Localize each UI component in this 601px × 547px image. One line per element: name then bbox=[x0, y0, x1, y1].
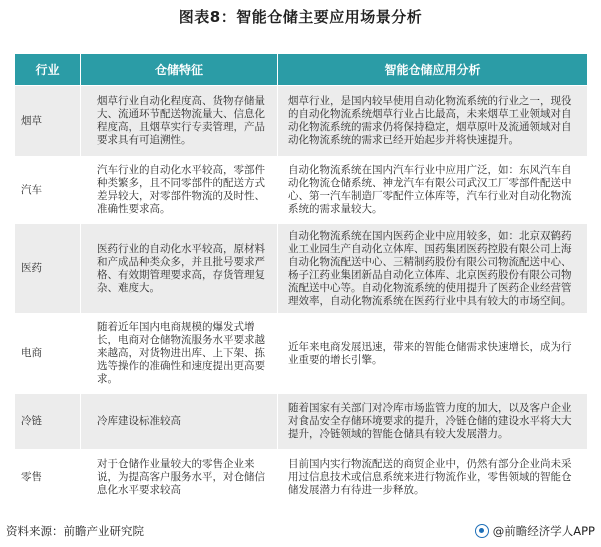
cell-feature: 冷库建设标准较高 bbox=[81, 394, 278, 450]
table-row bbox=[15, 224, 588, 314]
page-title: 图表8：智能仓储主要应用场景分析 bbox=[178, 8, 423, 26]
cell-feature: 对于仓储作业量较大的零售企业来说，为提高客户服务水平，对仓储信息化水平要求较高 bbox=[81, 450, 278, 506]
cell-industry: 冷链 bbox=[15, 394, 81, 450]
cell-industry: 电商 bbox=[15, 314, 81, 394]
header-industry: 行业 bbox=[15, 54, 81, 86]
table-row bbox=[15, 394, 588, 450]
brand-credit bbox=[475, 523, 595, 539]
cell-industry: 汽车 bbox=[15, 157, 81, 224]
cell-analysis: 自动化物流系统在国内医药企业中应用较多，如：北京双鹤药业工业园生产自动化立体库、国药集团医药控股有限公司上海自动化物流配送中心、三精制药股份有限公司物流配送中心、杨子江药业集团新品自动化立体库、北京医药股份有限公司物流配送中心等。自动化物流系统的使用提升了医药企业经营管理效率，自动化物流系统在医药行业中具有较大的市场空间。 bbox=[278, 224, 588, 314]
source-note: 资料来源：前瞻产业研究院 bbox=[6, 524, 144, 538]
cell-feature: 随着近年国内电商规模的爆发式增长，电商对仓储物流服务水平要求越来越高，对货物进出库、上下架、拣选等操作的准确性和速度提出更高要求。 bbox=[81, 314, 278, 394]
cell-feature: 汽车行业的自动化水平较高，零部件种类繁多，且不同零部件的配送方式差异较大，对零部件物流的及时性、准确性要求高。 bbox=[81, 157, 278, 224]
cell-industry: 医药 bbox=[15, 224, 81, 314]
table-row bbox=[15, 450, 588, 506]
header-application-analysis: 智能仓储应用分析 bbox=[278, 54, 588, 86]
cell-industry: 零售 bbox=[15, 450, 81, 506]
cell-industry: 烟草 bbox=[15, 86, 81, 157]
cell-feature: 烟草行业自动化程度高、货物存储量大、流通环节配送物流量大、信息化程度高，且烟草实行专卖管理，产品要求具有可追溯性。 bbox=[81, 86, 278, 157]
header-storage-feature: 仓储特征 bbox=[81, 54, 278, 86]
table-header-row bbox=[15, 54, 588, 86]
application-scenario-table bbox=[14, 53, 588, 506]
brand-text: @前瞻经济学人APP bbox=[492, 524, 595, 538]
cell-analysis: 随着国家有关部门对冷库市场监管力度的加大，以及客户企业对食品安全存储环境要求的提升，冷链仓储的建设水平将大大提升，冷链领域的智能仓储具有较大发展潜力。 bbox=[278, 394, 588, 450]
table-row bbox=[15, 314, 588, 394]
cell-analysis: 近年来电商发展迅速，带来的智能仓储需求快速增长，成为行业重要的增长引擎。 bbox=[278, 314, 588, 394]
cell-feature: 医药行业的自动化水平较高，原材料和产成品种类众多，并且批号要求严格、有效期管理要求高，存货管理复杂、难度大。 bbox=[81, 224, 278, 314]
table-row bbox=[15, 157, 588, 224]
table-row bbox=[15, 86, 588, 157]
brand-logo-icon bbox=[475, 524, 489, 538]
cell-analysis: 烟草行业，是国内较早使用自动化物流系统的行业之一，现役的自动化物流系统烟草行业占比最高，未来烟草工业领域对自动化物流系统的需求仍将保持稳定，烟草原叶及流通领域对自动化物流系统的需求已经开始起步并将快速提升。 bbox=[278, 86, 588, 157]
cell-analysis: 自动化物流系统在国内汽车行业中应用广泛，如：东风汽车自动化物流仓储系统、神龙汽车有限公司武汉工厂零部件配送中心、第一汽车制造厂零配件立体库等，汽车行业对自动化物流系统的需求量较大。 bbox=[278, 157, 588, 224]
cell-analysis: 目前国内实行物流配送的商贸企业中，仍然有部分企业尚未采用过信息技术或信息系统来进行物流作业，零售领域的智能仓储发展潜力有待进一步释放。 bbox=[278, 450, 588, 506]
